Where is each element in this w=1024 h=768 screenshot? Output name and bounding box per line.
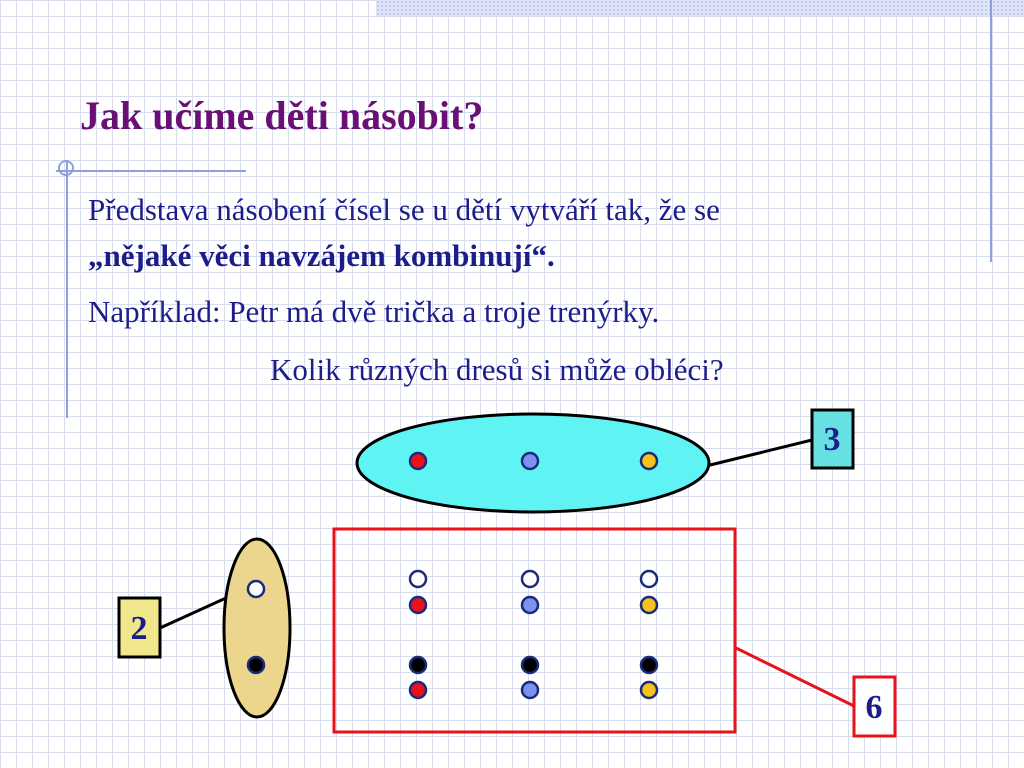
combo-shorts-yellow [641, 682, 657, 698]
connector-result [736, 648, 854, 706]
combo-shirt-black [641, 657, 657, 673]
connector-top [706, 440, 812, 466]
combo-shirt-white [522, 571, 538, 587]
text-line-1: Představa násobení čísel se u dětí vytváří tak, že se [88, 192, 720, 227]
combo-shirt-white [641, 571, 657, 587]
text-line-3: Například: Petr má dvě trička a troje trenýrky. [88, 294, 660, 329]
combo-shorts-yellow [641, 597, 657, 613]
text-line-2: „nějaké věci navzájem kombinují“. [88, 238, 555, 273]
text-line-4: Kolik různých dresů si může obléci? [270, 352, 724, 387]
combo-shorts-red [410, 597, 426, 613]
combo-shorts-blue [522, 597, 538, 613]
slide-title: Jak učíme děti násobit? [80, 93, 484, 138]
count-left: 2 [130, 610, 148, 647]
connector-left [160, 598, 226, 628]
tshirt-dot-black [248, 657, 264, 673]
combo-shirt-white [410, 571, 426, 587]
combinations-rect [334, 529, 735, 732]
shorts-dot-blue [522, 453, 538, 469]
combo-shirt-black [410, 657, 426, 673]
shorts-dot-yellow [641, 453, 657, 469]
shorts-dot-red [410, 453, 426, 469]
combo-shorts-red [410, 682, 426, 698]
count-result: 6 [865, 689, 883, 726]
combo-shorts-blue [522, 682, 538, 698]
tshirts-oval [224, 539, 290, 717]
combo-shirt-black [522, 657, 538, 673]
count-top: 3 [823, 421, 841, 458]
tshirt-dot-white [248, 581, 264, 597]
